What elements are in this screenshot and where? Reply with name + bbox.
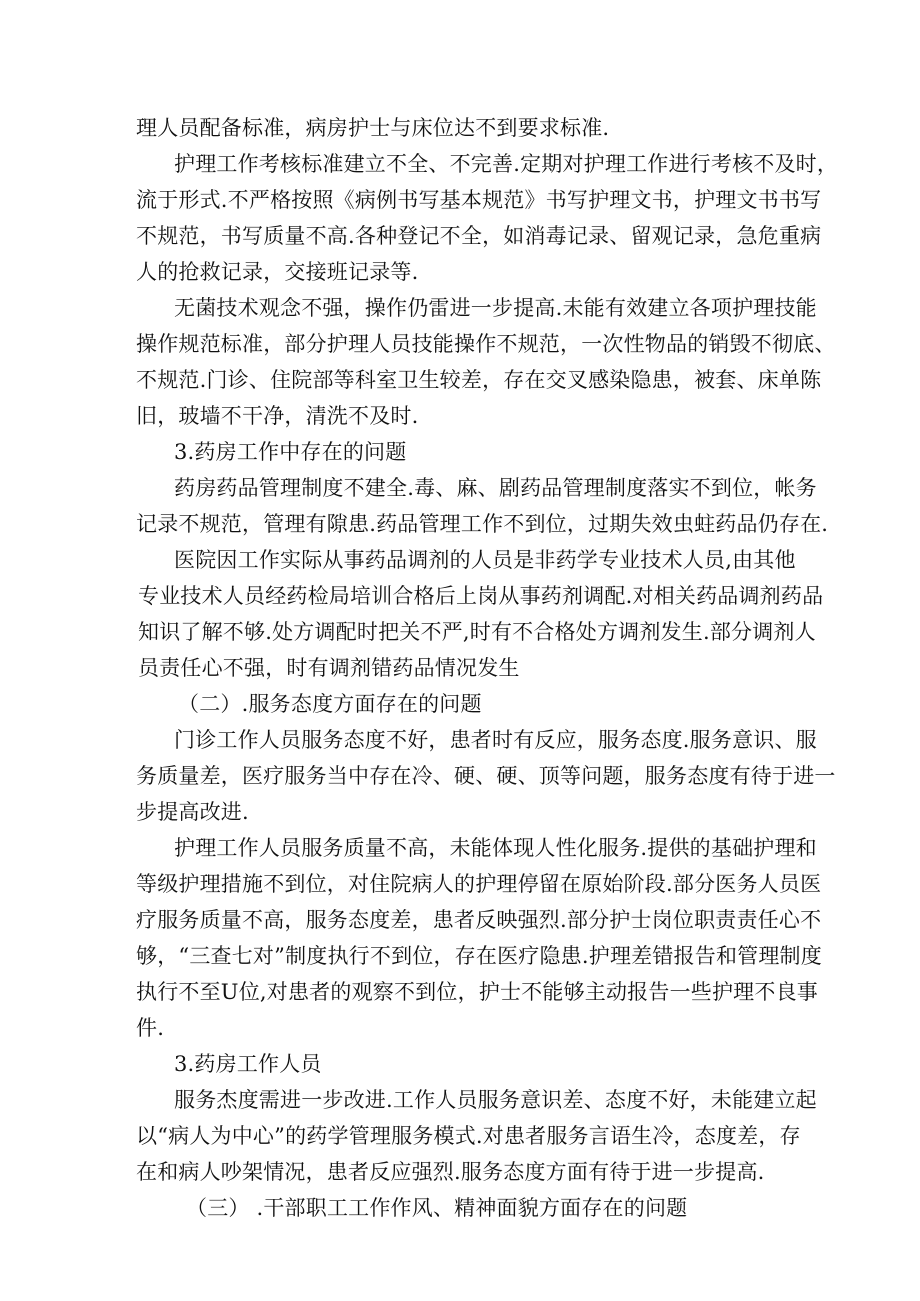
paragraph-line: 旧，玻墙不干净，清洗不及时. [136,404,419,428]
paragraph-line: 医院因工作实际从事药品调剂的人员是非药学专业技术人员,由其他 [174,548,796,572]
paragraph-line: 不规范，书写质量不高.各种登记不全，如消毒记录、留观记录，急危重病 [136,224,822,248]
section-heading: （三） .干部职工工作作风、精神面貌方面存在的问题 [186,1196,688,1220]
paragraph-line: 专业技术人员经药检局培训合格后上岗从事药剂调配.对相关药品调剂药品 [138,584,824,608]
paragraph-line: 无菌技术观念不强，操作仍雷进一步提高.未能有效建立各项护理技能 [174,296,817,320]
section-heading: 3.药房工作人员 [174,1052,322,1076]
section-heading: （二）.服务态度方面存在的问题 [178,692,482,716]
paragraph-line: 件. [136,1016,165,1040]
paragraph-line: 在和病人吵架情况，患者反应强烈.服务态度方面有待于进一步提高. [136,1160,765,1184]
paragraph-line: 服务杰度需进一步改进.工作人员服务意识差、态度不好，未能建立起 [174,1088,817,1112]
paragraph-line: 务质量差，医疗服务当中存在冷、硬、硬、顶等问题，服务态度有待于进一 [136,764,836,788]
paragraph-line: 员责任心不强，时有调剂错药品情况发生 [138,656,520,680]
paragraph-line: 以“病人为中心”的药学管理服务模式.对患者服务言语生冷，态度差，存 [136,1124,801,1148]
paragraph-line: 药房药品管理制度不建全.毒、麻、剧药品管理制度落实不到位，帐务 [174,476,817,500]
paragraph-line: 人的抢救记录，交接班记录等. [136,260,419,284]
paragraph-line: 护理工作考核标准建立不全、不完善.定期对护理工作进行考核不及时， [174,152,839,176]
paragraph-line: 知识了解不够.处方调配时把关不严,时有不合格处方调剂发生.部分调剂人 [138,620,816,644]
paragraph-line: 够，“三查七对”制度执行不到位，存在医疗隐患.护理差错报告和管理制度 [136,944,822,968]
paragraph-line: 门诊工作人员服务态度不好，患者时有反应，服务态度.服务意识、服 [174,728,817,752]
paragraph-line: 不规范.门诊、住院部等科室卫生较差，存在交叉感染隐患，被套、床单陈 [136,368,822,392]
paragraph-line: 等级护理措施不到位，对住院病人的护理停留在原始阶段.部分医务人员医 [136,872,822,896]
paragraph-line: 理人员配备标准，病房护士与床位达不到要求标准. [136,116,610,140]
paragraph-line: 操作规范标准，部分护理人员技能操作不规范，一次性物品的销毁不彻底、 [136,332,836,356]
paragraph-line: 步提高改进. [136,800,249,824]
paragraph-line: 护理工作人员服务质量不高，未能体现人性化服务.提供的基础护理和 [174,836,817,860]
paragraph-line: 记录不规范，管理有隙患.药品管理工作不到位，过期失效虫蛀药品仍存在. [136,512,829,536]
paragraph-line: 疗服务质量不高，服务态度差，患者反映强烈.部分护士岗位职责责任心不 [136,908,822,932]
paragraph-line: 流于形式.不严格按照《病例书写基本规范》书写护理文书，护理文书书写 [136,188,822,212]
section-heading: 3.药房工作中存在的问题 [174,440,407,464]
paragraph-line: 执行不至U位,对患者的观察不到位，护士不能够主动报告一些护理不良事 [136,980,818,1004]
